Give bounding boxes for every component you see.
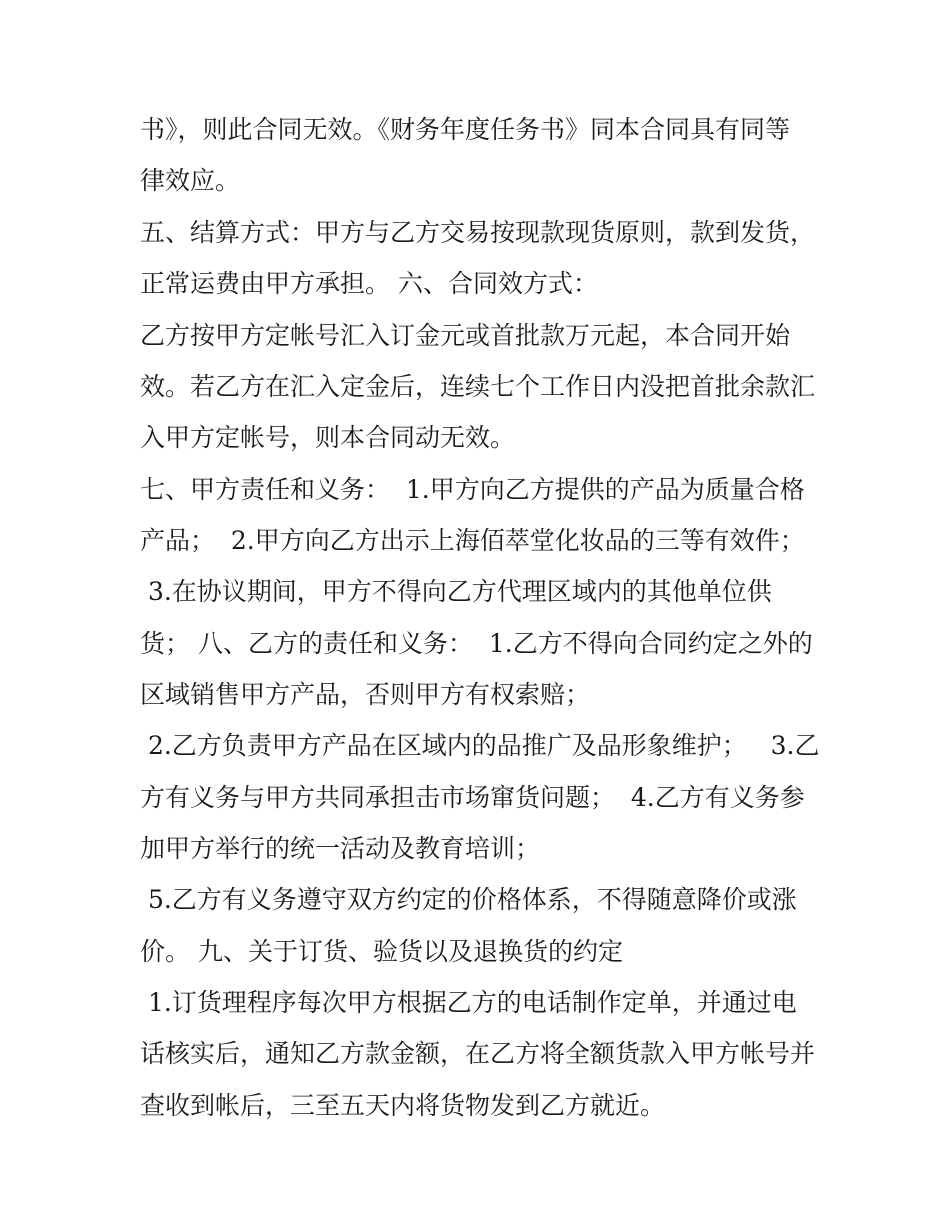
text-line: 五、结算方式：甲方与乙方交易按现款现货原则，款到发货，	[140, 218, 816, 247]
text-line: 价。 九、关于订货、验货以及退换货的约定	[140, 937, 623, 966]
text-line: 乙方按甲方定帐号汇入订金元或首批款万元起，本合同开始	[140, 321, 791, 350]
text-line: 效。若乙方在汇入定金后，连续七个工作日内没把首批余款汇	[140, 372, 816, 401]
text-line: 查收到帐后，三至五天内将货物发到乙方就近。	[140, 1091, 666, 1120]
text-line: 1.订货理程序每次甲方根据乙方的电话制作定单，并通过电	[140, 988, 797, 1017]
text-line: 七、甲方责任和义务： 1.甲方向乙方提供的产品为质量合格	[140, 475, 805, 504]
text-line: 入甲方定帐号，则本合同动无效。	[140, 423, 516, 452]
text-line: 加甲方举行的统一活动及教育培训；	[140, 834, 541, 863]
text-line: 书》，则此合同无效。《财务年度任务书》同本合同具有同等	[140, 115, 791, 144]
text-line: 3.在协议期间，甲方不得向乙方代理区域内的其他单位供	[140, 577, 772, 606]
text-line: 产品； 2.甲方向乙方出示上海佰萃堂化妆品的三等有效件；	[140, 526, 805, 555]
text-line: 话核实后，通知乙方款金额，在乙方将全额货款入甲方帐号并	[140, 1039, 816, 1068]
text-line: 货； 八、乙方的责任和义务： 1.乙方不得向合同约定之外的	[140, 629, 813, 658]
text-line: 区域销售甲方产品，否则甲方有权索赔；	[140, 680, 591, 709]
text-line: 2.乙方负责甲方产品在区域内的品推广及品形象维护； 3.乙	[140, 731, 820, 760]
text-line: 方有义务与甲方共同承担击市场窜货问题； 4.乙方有义务参	[140, 783, 805, 812]
text-line: 5.乙方有义务遵守双方约定的价格体系，不得随意降价或涨	[140, 885, 797, 914]
text-line: 正常运费由甲方承担。 六、合同效方式：	[140, 269, 598, 298]
text-line: 律效应。	[140, 166, 241, 195]
